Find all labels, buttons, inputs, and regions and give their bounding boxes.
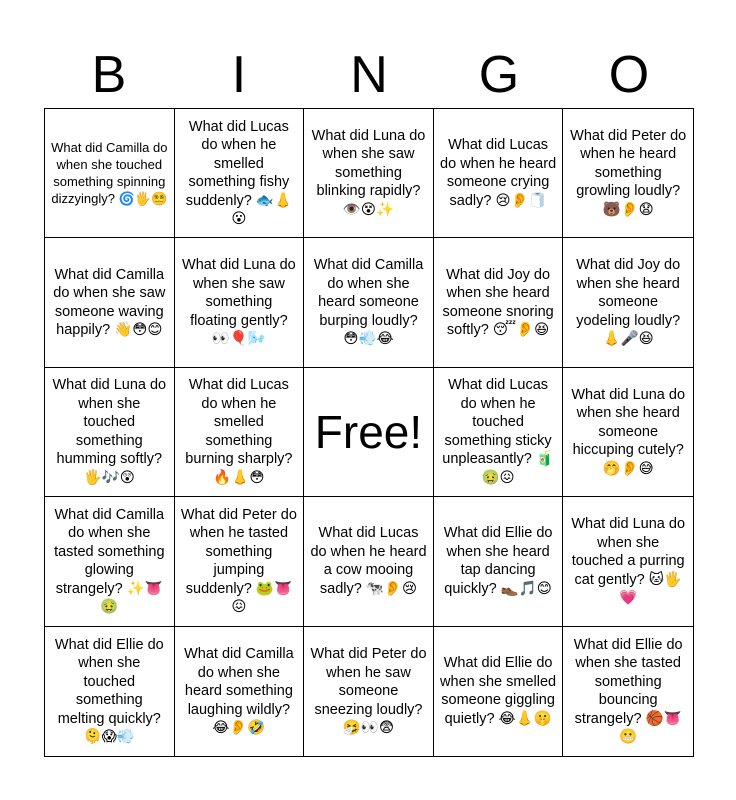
bingo-cell[interactable]: What did Camilla do when she touched something spinning dizzyingly? 🌀🖐️😵‍💫 — [45, 109, 175, 238]
bingo-board — [44, 108, 694, 757]
bingo-header — [44, 44, 694, 106]
bingo-cell[interactable]: What did Peter do when he heard something growling loudly? 🐻👂😧 — [563, 109, 693, 238]
bingo-cell[interactable]: What did Luna do when she heard someone hiccuping cutely? 🤭👂😅 — [563, 368, 693, 497]
header-letter-g: G — [478, 46, 520, 104]
bingo-cell[interactable]: What did Lucas do when he touched something sticky unpleasantly? 🧃🤢😖 — [434, 368, 564, 497]
bingo-cell[interactable]: What did Camilla do when she heard something laughing wildly? 😂👂🤣 — [175, 627, 305, 756]
bingo-cell[interactable]: What did Luna do when she saw something blinking rapidly? 👁️😵✨ — [304, 109, 434, 238]
bingo-cell[interactable]: What did Joy do when she heard someone snoring softly? 😴👂😆 — [434, 238, 564, 367]
bingo-cell[interactable]: What did Luna do when she touched a purring cat gently? 🐱🖐️💗 — [563, 497, 693, 626]
header-letter-i: I — [231, 46, 247, 104]
bingo-cell[interactable]: What did Ellie do when she touched something melting quickly? 🫠😱💨 — [45, 627, 175, 756]
bingo-cell[interactable]: What did Lucas do when he smelled something burning sharply? 🔥👃😳 — [175, 368, 305, 497]
bingo-cell[interactable]: What did Peter do when he saw someone sneezing loudly? 🤧👀😨 — [304, 627, 434, 756]
header-letter-o: O — [608, 46, 650, 104]
bingo-cell[interactable]: What did Ellie do when she smelled someone giggling quietly? 😂👃🤫 — [434, 627, 564, 756]
bingo-cell[interactable]: What did Camilla do when she tasted something glowing strangely? ✨👅🤢 — [45, 497, 175, 626]
bingo-cell[interactable]: What did Lucas do when he heard a cow mooing sadly? 🐄👂😢 — [304, 497, 434, 626]
bingo-cell[interactable]: What did Lucas do when he heard someone crying sadly? 😢👂🧻 — [434, 109, 564, 238]
bingo-cell[interactable]: What did Joy do when she heard someone yodeling loudly? 👃🎤😆 — [563, 238, 693, 367]
header-letter-n: N — [350, 46, 388, 104]
bingo-cell[interactable]: What did Lucas do when he smelled something fishy suddenly? 🐟👃😮 — [175, 109, 305, 238]
bingo-cell[interactable]: What did Ellie do when she tasted something bouncing strangely? 🏀👅😬 — [573, 636, 683, 746]
bingo-cell[interactable]: What did Peter do when he tasted something jumping suddenly? 🐸👅😖 — [175, 497, 305, 626]
bingo-cell[interactable]: What did Luna do when she touched something humming softly? 🖐️🎶😲 — [45, 368, 175, 497]
bingo-cell[interactable]: What did Luna do when she saw something floating gently? 👀🎈🌬️ — [175, 238, 305, 367]
bingo-cell[interactable]: What did Camilla do when she heard someone burping loudly? 😳💨😂 — [304, 238, 434, 367]
bingo-cell[interactable]: What did Camilla do when she saw someone waving happily? 👋😳😊 — [45, 238, 175, 367]
free-space-cell[interactable]: Free! — [304, 368, 434, 497]
bingo-cell[interactable]: What did Ellie do when she heard tap dancing quickly? 👞🎵😊 — [434, 497, 564, 626]
header-letter-b: B — [91, 46, 127, 104]
